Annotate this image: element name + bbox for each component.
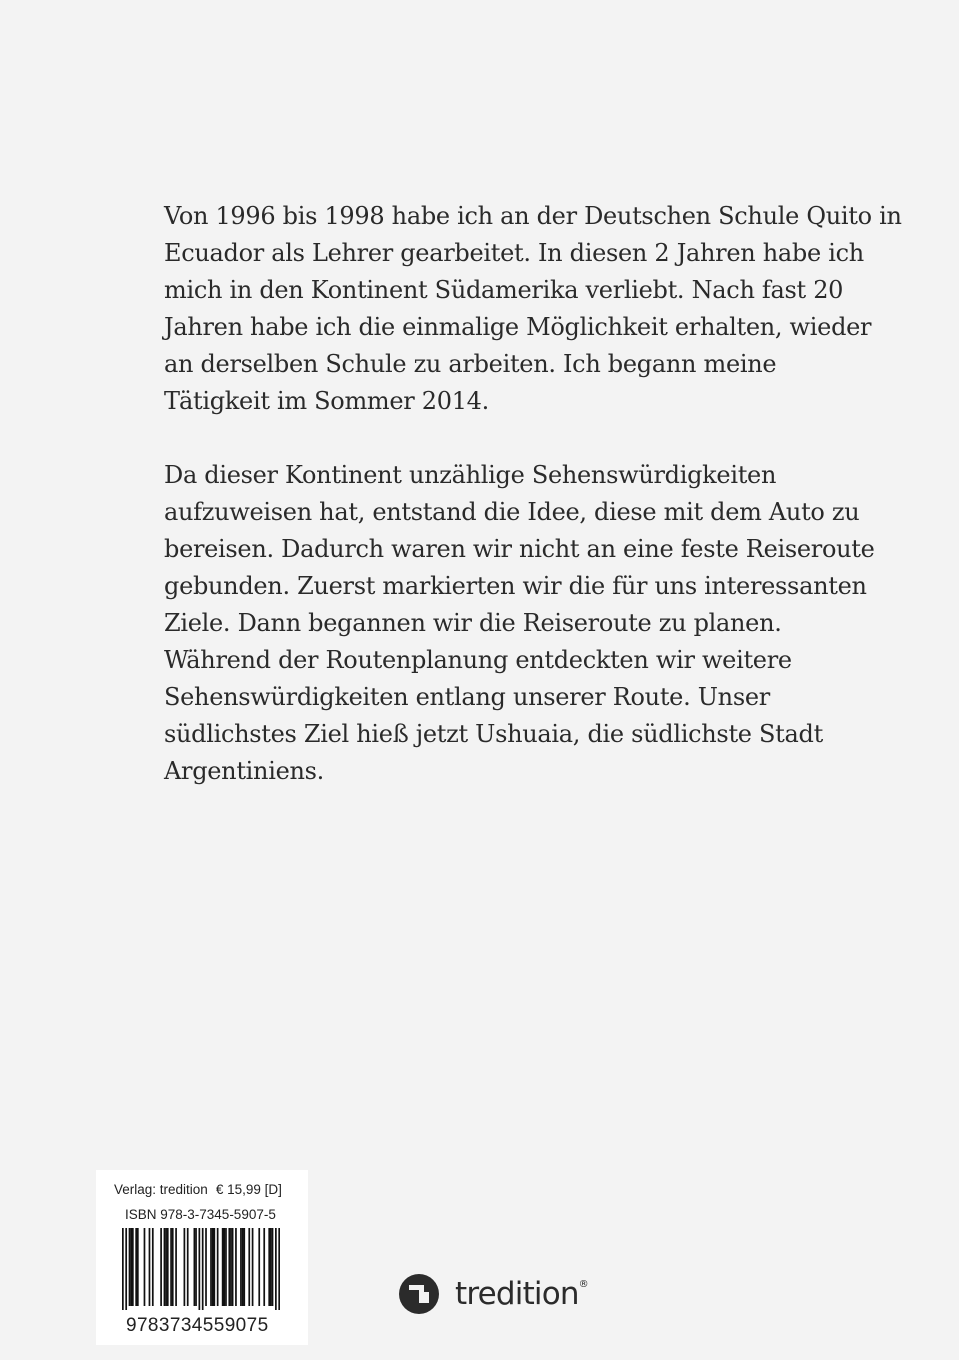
blurb-line: bereisen. Dadurch waren wir nicht an eine feste Reiseroute: [164, 535, 875, 563]
barcode-box: [96, 1170, 308, 1345]
price-label: € 15,99 [D]: [215, 1182, 282, 1197]
blurb-line: Von 1996 bis 1998 habe ich an der Deutschen Schule Quito in: [164, 202, 902, 230]
barcode-bar: [228, 1228, 230, 1306]
barcode-bar: [130, 1228, 132, 1306]
isbn-label: ISBN 978-3-7345-5907-5: [125, 1207, 276, 1222]
barcode-bar: [125, 1228, 127, 1310]
barcode-publisher-price: [114, 1182, 282, 1197]
barcode-bar: [194, 1228, 196, 1306]
barcode-bar: [268, 1228, 270, 1306]
barcode-bar: [135, 1228, 137, 1306]
barcode-bar: [212, 1228, 214, 1306]
barcode-bar: [187, 1228, 189, 1306]
blurb-line: Da dieser Kontinent unzählige Sehenswürdigkeiten: [164, 461, 777, 489]
barcode-bar: [175, 1228, 177, 1306]
barcode-bar: [164, 1228, 166, 1306]
barcode-bar: [144, 1228, 146, 1306]
logo-name: tredition: [455, 1276, 579, 1312]
barcode-bar: [275, 1228, 277, 1310]
publisher-label: Verlag: tredition: [114, 1182, 208, 1197]
registered-mark: ®: [578, 1279, 588, 1290]
logo-wordmark: [455, 1276, 588, 1312]
barcode-bar: [243, 1228, 245, 1306]
barcode-bar: [122, 1228, 124, 1310]
barcode-bar: [149, 1228, 151, 1306]
barcode-image: [122, 1228, 280, 1310]
barcode-bar: [232, 1228, 234, 1306]
back-cover-blurb: [164, 198, 902, 827]
barcode-bar: [248, 1228, 250, 1306]
barcode-bar: [270, 1228, 272, 1306]
barcode-bar: [240, 1228, 242, 1306]
publisher-logo: [398, 1272, 588, 1316]
blurb-line: Ecuador als Lehrer gearbeitet. In diesen 2 Jahren habe ich: [164, 239, 864, 267]
blurb-line: Ziele. Dann begannen wir die Reiseroute zu planen.: [164, 609, 782, 637]
blurb-line: Während der Routenplanung entdeckten wir weitere: [164, 646, 792, 674]
barcode-bar: [195, 1228, 197, 1306]
blurb-paragraph-1: [164, 198, 902, 420]
tredition-logo-icon: [398, 1273, 440, 1315]
barcode-bar: [263, 1228, 265, 1306]
blurb-line: Jahren habe ich die einmalige Möglichkeit erhalten, wieder: [164, 313, 872, 341]
barcode-bar: [223, 1228, 225, 1306]
barcode-bar: [258, 1228, 260, 1306]
barcode-bar: [184, 1228, 186, 1306]
barcode-bar: [225, 1228, 227, 1306]
blurb-line: Sehenswürdigkeiten entlang unserer Route. Unser: [164, 683, 770, 711]
barcode-bar: [199, 1228, 201, 1310]
barcode-bar: [213, 1228, 215, 1306]
barcode-bar: [230, 1228, 232, 1306]
barcode-bar: [132, 1228, 134, 1306]
barcode-bar: [152, 1228, 154, 1306]
barcode-bar: [205, 1228, 207, 1306]
barcode-bar: [160, 1228, 162, 1306]
barcode-bar: [217, 1228, 219, 1306]
barcode-bar: [242, 1228, 244, 1306]
barcode-bar: [137, 1228, 139, 1306]
barcode-bar: [170, 1228, 172, 1306]
barcode-bar: [202, 1228, 204, 1310]
barcode-bar: [252, 1228, 254, 1306]
barcode-number: 9783734559075: [126, 1315, 269, 1336]
barcode-bar: [235, 1228, 237, 1306]
barcode-bar: [272, 1228, 274, 1306]
blurb-line: mich in den Kontinent Südamerika verliebt. Nach fast 20: [164, 276, 844, 304]
blurb-paragraph-2: [164, 457, 875, 790]
barcode-bar: [278, 1228, 280, 1310]
barcode-bar: [129, 1228, 131, 1306]
barcode-bar: [172, 1228, 174, 1306]
barcode-bar: [165, 1228, 167, 1306]
blurb-line: aufzuweisen hat, entstand die Idee, diese mit dem Auto zu: [164, 498, 860, 526]
blurb-line: Tätigkeit im Sommer 2014.: [164, 387, 489, 415]
barcode-bar: [222, 1228, 224, 1306]
barcode-bar: [167, 1228, 169, 1306]
blurb-line: an derselben Schule zu arbeiten. Ich begann meine: [164, 350, 777, 378]
barcode-bar: [210, 1228, 212, 1306]
blurb-line: Argentiniens.: [164, 757, 324, 785]
blurb-line: gebunden. Zuerst markierten wir die für uns interessanten: [164, 572, 867, 600]
blurb-line: südlichstes Ziel hieß jetzt Ushuaia, die südlichste Stadt: [164, 720, 823, 748]
